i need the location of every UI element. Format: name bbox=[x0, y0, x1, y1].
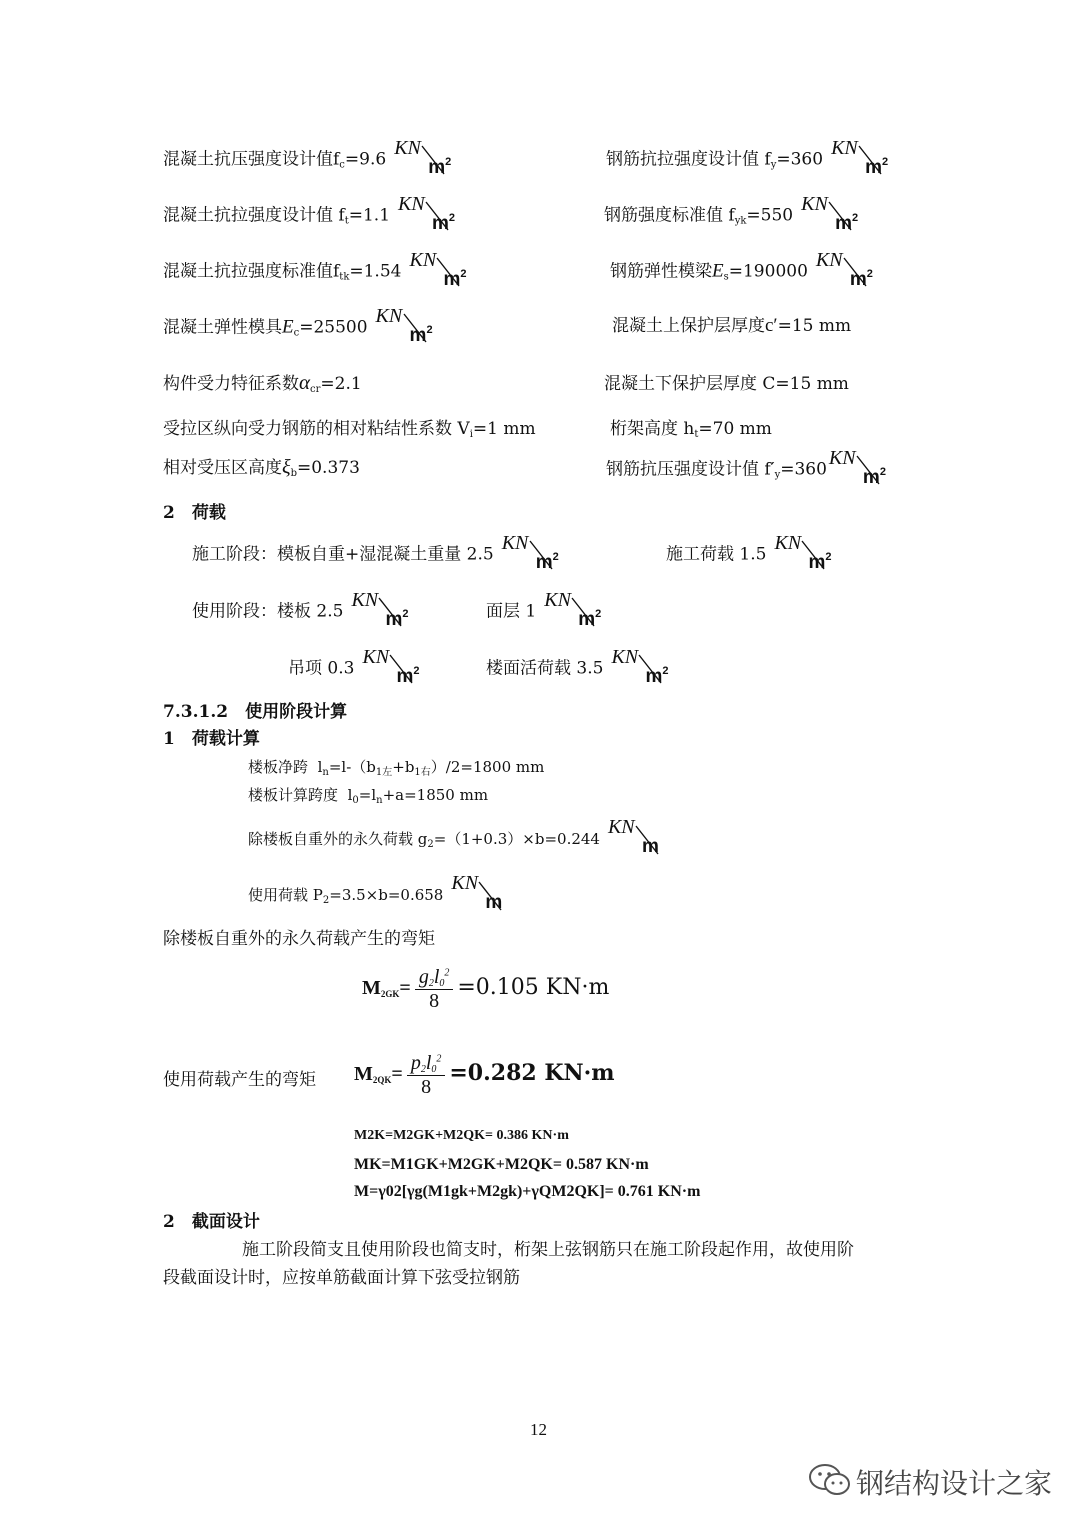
formula-mk: MK=M1GK+M2GK+M2QK= 0.587 KN·m bbox=[354, 1156, 649, 1173]
param-ft: 混凝土抗拉强度设计值 $f_t=1.1$ KN $m^2$ bbox=[163, 194, 460, 238]
unit-kn-m2: KN $m^2$ bbox=[398, 193, 456, 234]
unit-kn-m: KN m bbox=[451, 872, 503, 913]
wechat-icon bbox=[808, 1462, 852, 1498]
param-cdown: 混凝土下保护层厚度 C=15 mm bbox=[604, 374, 849, 394]
param-es: 钢筋弹性模梁$E_s=190000$ KN $m^2$ bbox=[610, 250, 878, 294]
unit-kn-m2: KN $m^2$ bbox=[375, 305, 433, 346]
unit-kn-m2: KN $m^2$ bbox=[362, 646, 420, 687]
load-construct: 施工阶段：模板自重+湿混凝土重量 2.5 KN $m^2$ bbox=[192, 533, 564, 577]
param-fc: 混凝土抗压强度设计值$f_c=9.6$ KN $m^2$ bbox=[163, 138, 456, 182]
subsection-section-design: 2 截面设计 bbox=[163, 1212, 260, 1232]
param-ht: 桁架高度 $h_t=70$ mm bbox=[610, 419, 772, 440]
watermark: 钢结构设计之家 bbox=[856, 1467, 1053, 1500]
use-moment-label: 使用荷载产生的弯矩 bbox=[163, 1070, 316, 1090]
param-acr: 构件受力特征系数$\alpha_{cr}=2.1$ bbox=[163, 370, 362, 395]
paragraph-line-2: 段截面设计时，应按单筋截面计算下弦受拉钢筋 bbox=[163, 1268, 520, 1288]
unit-kn-m2: KN $m^2$ bbox=[774, 532, 832, 573]
load-ceiling: 吊项 0.3 KN $m^2$ bbox=[288, 647, 424, 691]
param-fyp: 钢筋抗压强度设计值 $f'_y=360$ KN $m^2$ bbox=[606, 448, 891, 492]
unit-kn-m: KN m bbox=[607, 816, 659, 857]
formula-m: M=γ02[γg(M1gk+M2gk)+γQM2QK]= 0.761 KN·m bbox=[354, 1183, 701, 1200]
formula-m2qk: $M_{2QK}=$ $\frac{p_2l_0^2}{8}$ =0.282 KN·m bbox=[354, 1052, 615, 1098]
unit-kn-m2: KN $m^2$ bbox=[801, 193, 859, 234]
param-vi: 受拉区纵向受力钢筋的相对粘结性系数 $V_i=1$ mm bbox=[163, 419, 536, 440]
calc-span: 楼板计算跨度 $l_0=l_n+a=1850$ mm bbox=[248, 786, 489, 806]
section-heading: 7.3.1.2 使用阶段计算 bbox=[163, 702, 348, 722]
param-ec: 混凝土弹性模具$E_c=25500$ KN $m^2$ bbox=[163, 306, 438, 350]
moment-label: 除楼板自重外的永久荷载产生的弯矩 bbox=[163, 929, 435, 949]
param-cup: 混凝土上保护层厚度c′=15 mm bbox=[612, 315, 852, 336]
unit-kn-m2: KN $m^2$ bbox=[815, 249, 873, 290]
param-fyk: 钢筋强度标准值 $f_{yk}=550$ KN $m^2$ bbox=[604, 194, 863, 238]
param-fy: 钢筋抗拉强度设计值 $f_y=360$ KN $m^2$ bbox=[606, 138, 893, 182]
permanent-load-g2: 除楼板自重外的永久荷载 $g_2=(1+0.3)\times b=0.244$ KN m bbox=[248, 818, 670, 862]
load-construct-live: 施工荷载 1.5 KN $m^2$ bbox=[666, 533, 836, 577]
unit-kn-m2: KN $m^2$ bbox=[828, 447, 886, 488]
unit-kn-m2: KN $m^2$ bbox=[611, 646, 669, 687]
unit-kn-m2: KN $m^2$ bbox=[501, 532, 559, 573]
loads-heading: 2 荷载 bbox=[163, 503, 226, 523]
formula-m2k: M2K=M2GK+M2QK= 0.386 KN·m bbox=[354, 1128, 569, 1143]
param-xib: 相对受压区高度$\xi_b=0.373$ bbox=[163, 456, 360, 479]
subsection-load-calc: 1 荷载计算 bbox=[163, 729, 260, 749]
unit-kn-m2: KN $m^2$ bbox=[351, 589, 409, 630]
param-ftk: 混凝土抗拉强度标准值$f_{tk}=1.54$ KN $m^2$ bbox=[163, 250, 471, 294]
unit-kn-m2: KN $m^2$ bbox=[544, 589, 602, 630]
unit-kn-m2: KN $m^2$ bbox=[831, 137, 889, 178]
unit-kn-m2: KN $m^2$ bbox=[409, 249, 467, 290]
load-surface: 面层 1 KN $m^2$ bbox=[486, 590, 606, 634]
clear-span: 楼板净跨 $l_n=l-(b_{1左}+b_{1右})/2=1800$ mm bbox=[248, 758, 545, 778]
load-live: 楼面活荷载 3.5 KN $m^2$ bbox=[486, 647, 673, 691]
page-number: 12 bbox=[530, 1420, 547, 1439]
paragraph-line-1: 施工阶段简支且使用阶段也简支时，桁架上弦钢筋只在施工阶段起作用，故使用阶 bbox=[242, 1240, 854, 1260]
formula-m2gk: $M_{2GK}=$ $\frac{g_2l_0^2}{8}$ =0.105 KN·m bbox=[362, 966, 610, 1012]
unit-kn-m2: KN $m^2$ bbox=[394, 137, 452, 178]
load-use: 使用阶段：楼板 2.5 KN $m^2$ bbox=[192, 590, 413, 634]
use-load-p2: 使用荷载 $P_2=3.5\times b=0.658$ KN m bbox=[248, 874, 513, 918]
